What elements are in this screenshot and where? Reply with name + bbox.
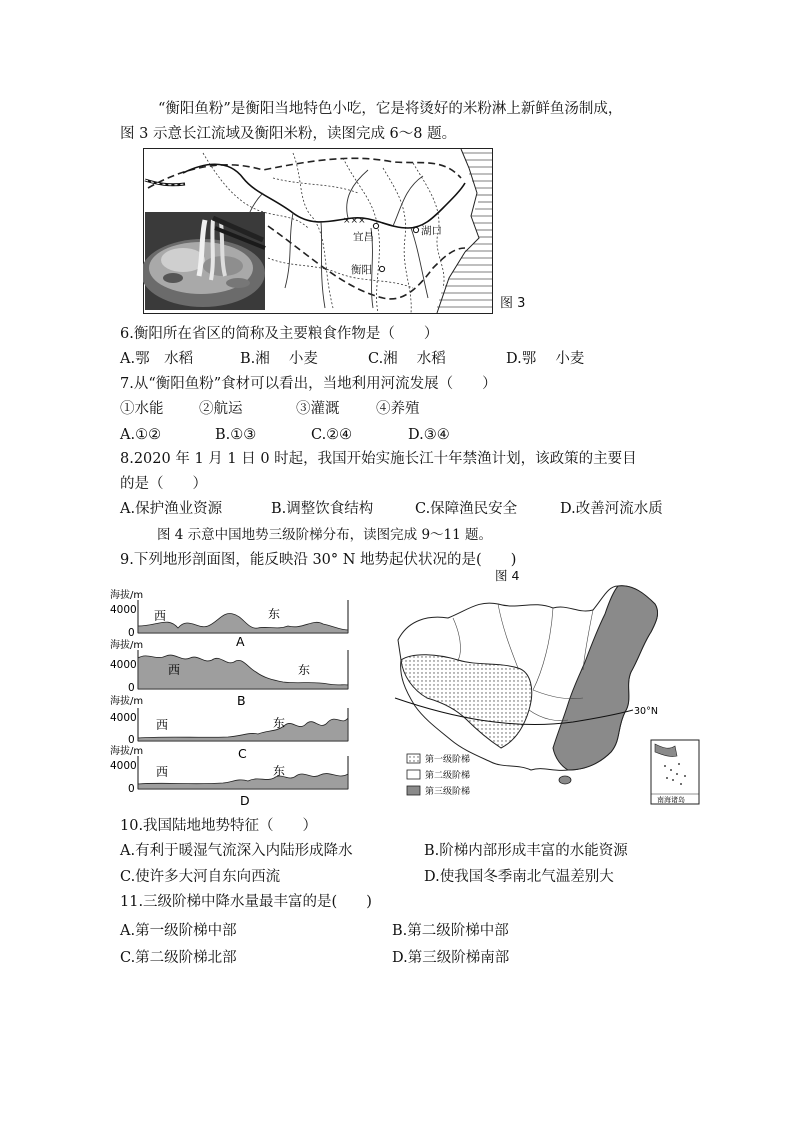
profile-d-letter: D (240, 793, 250, 808)
profile-d-tick-top: 4000 (110, 760, 137, 772)
figure-3-caption: 图 3 (500, 296, 526, 311)
profile-b (110, 638, 348, 708)
profile-c-tick-top: 4000 (110, 712, 137, 724)
profile-b-ylabel: 海拔/m (110, 640, 144, 651)
profile-a-east: 东 (268, 607, 281, 621)
south-china-sea-inset (651, 740, 699, 804)
profile-c-west: 西 (156, 718, 169, 732)
q11-option-c[interactable]: C.第二级阶梯北部 (120, 950, 237, 966)
profile-a-tick-top: 4000 (110, 604, 137, 616)
q8-option-c[interactable]: C.保障渔民安全 (415, 501, 518, 517)
fish-noodle-photo (143, 212, 265, 310)
q11-option-d[interactable]: D.第三级阶梯南部 (392, 950, 510, 966)
profile-b-tick-zero: 0 (128, 682, 135, 694)
q7-option-d[interactable]: D.③④ (408, 427, 450, 443)
q10-option-b[interactable]: B.阶梯内部形成丰富的水能资源 (424, 843, 628, 859)
figure-4-label: 图 4 (495, 568, 520, 583)
q8-option-b[interactable]: B.调整饮食结构 (271, 501, 374, 517)
profile-c-letter: C (238, 746, 247, 761)
lat-30n-label: 30°N (634, 706, 658, 717)
label-yichang: 宜昌 (353, 231, 374, 243)
profile-d-east: 东 (273, 764, 286, 778)
profile-b-letter: B (237, 693, 246, 708)
profile-c-tick-zero: 0 (128, 734, 135, 746)
q6-option-d[interactable]: D.鄂 小麦 (506, 351, 585, 367)
q8-option-d[interactable]: D.改善河流水质 (560, 501, 663, 517)
intro-line-2: 图 3 示意长江流域及衡阳米粉，读图完成 6～8 题。 (120, 126, 457, 142)
q8-option-a[interactable]: A.保护渔业资源 (120, 501, 223, 517)
china-terrain-steps-map (393, 580, 703, 808)
profile-a-tick-zero: 0 (128, 627, 135, 639)
q10-option-a[interactable]: A.有利于暖湿气流深入内陆形成降水 (120, 843, 353, 859)
legend-third-step: 第三级阶梯 (425, 787, 471, 797)
profile-a-west: 西 (154, 609, 167, 623)
profile-b-west: 西 (168, 663, 181, 677)
q7-item-3: ③灌溉 (296, 401, 340, 417)
q7-item-1: ①水能 (120, 401, 164, 417)
figure-3-yangtze-map (143, 148, 493, 314)
q7-option-b[interactable]: B.①③ (215, 427, 257, 443)
yichang-marker (373, 223, 378, 228)
q6-option-c[interactable]: C.湘 水稻 (368, 351, 446, 367)
profile-a-letter: A (236, 634, 245, 649)
q7-item-2: ②航运 (199, 401, 243, 417)
legend-first-step: 第一级阶梯 (425, 755, 471, 765)
hengyang-marker (379, 266, 384, 271)
q10-option-d[interactable]: D.使我国冬季南北气温差别大 (424, 869, 614, 885)
intro-line-1: “衡阳鱼粉”是衡阳当地特色小吃，它是将烫好的米粉淋上新鲜鱼汤制成， (158, 101, 623, 117)
q7-stem: 7.从“衡阳鱼粉”食材可以看出，当地利用河流发展（ ） (120, 376, 497, 392)
q11-option-b[interactable]: B.第二级阶梯中部 (392, 923, 509, 939)
svg-text:×××: ××× (343, 216, 366, 226)
q8-stem-line-1: 8.2020 年 1 月 1 日 0 时起，我国开始实施长江十年禁渔计划，该政策的主要目 (120, 451, 637, 467)
terrain-profiles (108, 586, 353, 808)
q10-option-c[interactable]: C.使许多大河自东向西流 (120, 869, 281, 885)
profile-d-ylabel: 海拔/m (110, 746, 144, 757)
q6-option-a[interactable]: A.鄂 水稻 (120, 351, 194, 367)
q8-stem-line-2: 的是（ ） (120, 476, 207, 492)
q9-stem: 9.下列地形剖面图，能反映沿 30° N 地势起伏状况的是( ) (120, 552, 517, 568)
q7-option-c[interactable]: C.②④ (311, 427, 353, 443)
profile-a (110, 588, 348, 649)
profile-b-tick-top: 4000 (110, 659, 137, 671)
profile-d-tick-zero: 0 (128, 783, 135, 795)
profile-b-east: 东 (298, 663, 311, 677)
profile-c-east: 东 (273, 716, 286, 730)
q7-item-4: ④养殖 (376, 401, 420, 417)
profile-d-west: 西 (156, 765, 169, 779)
inset-label: 南海诸岛 (657, 796, 685, 804)
profile-a-ylabel: 海拔/m (110, 590, 144, 601)
q11-option-a[interactable]: A.第一级阶梯中部 (120, 923, 237, 939)
profile-c (110, 694, 348, 761)
intro-figure-4: 图 4 示意中国地势三级阶梯分布，读图完成 9～11 题。 (157, 527, 493, 543)
label-hukou: 湖口 (421, 225, 442, 237)
q11-stem: 11.三级阶梯中降水量最丰富的是( ) (120, 894, 372, 910)
profile-c-ylabel: 海拔/m (110, 696, 144, 707)
q6-option-b[interactable]: B.湘 小麦 (240, 351, 318, 367)
map-legend (407, 753, 470, 797)
legend-second-step: 第二级阶梯 (425, 771, 471, 781)
label-hengyang: 衡阳 (351, 264, 372, 276)
q10-stem: 10.我国陆地地势特征（ ） (120, 818, 318, 834)
q6-stem: 6.衡阳所在省区的简称及主要粮食作物是（ ） (120, 326, 439, 342)
q7-option-a[interactable]: A.①② (120, 427, 162, 443)
hukou-marker (413, 227, 418, 232)
profile-d (110, 744, 348, 808)
